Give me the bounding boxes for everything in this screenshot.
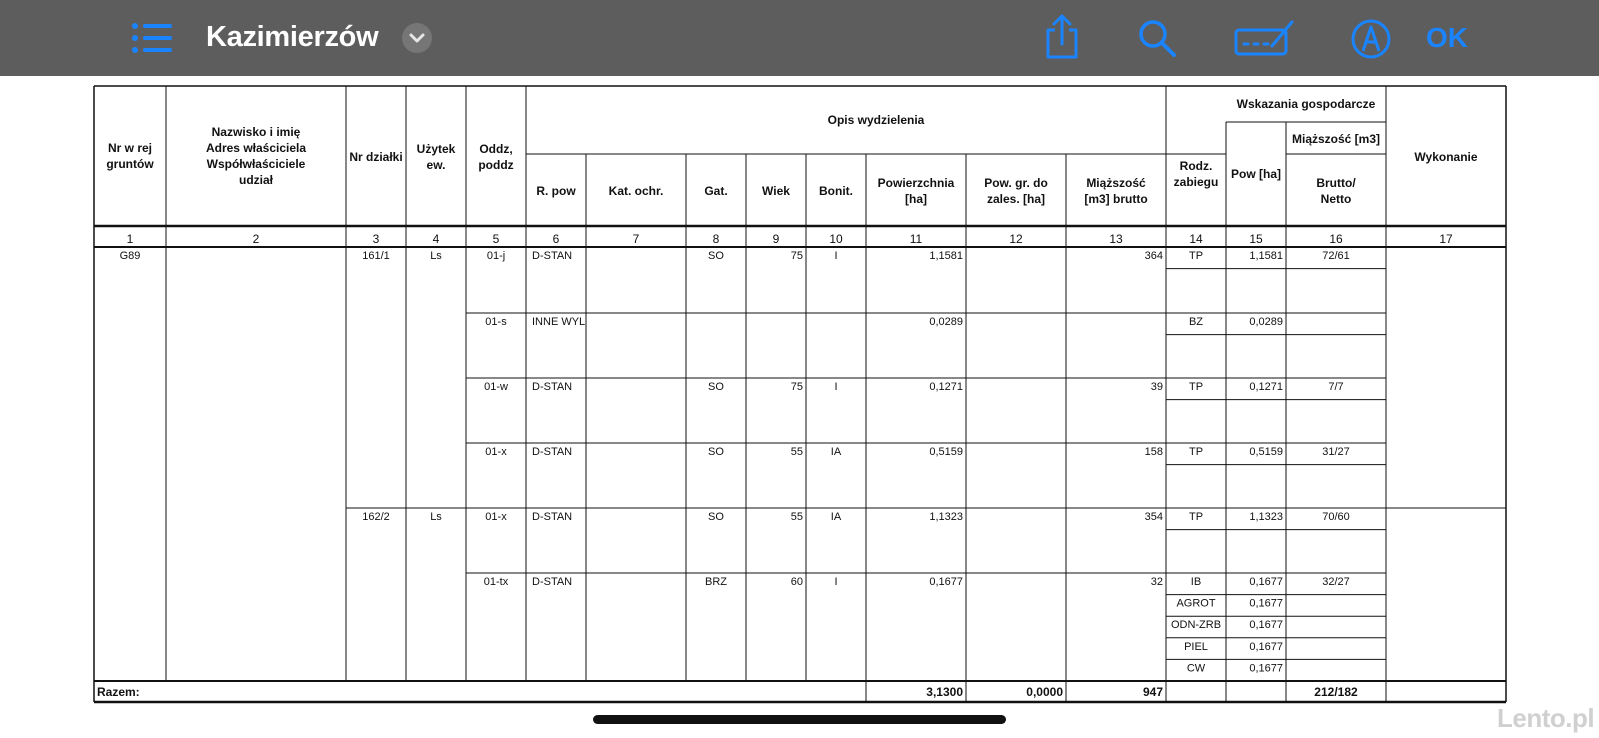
column-number: 12 [1009,232,1023,246]
cell-pow-zabiegu: 0,1677 [1249,662,1283,675]
cell-wiek: 75 [790,250,803,262]
total-brutto-netto: 212/182 [1314,685,1358,699]
header-uzytek: Użytek [416,142,456,156]
cell-r-pow: D-STAN [532,446,573,458]
cell-oddz: 01-tx [483,576,509,588]
column-number: 7 [632,232,640,246]
header-brutto-netto: Brutto/ [1316,176,1356,190]
total-powierzchnia: 3,1300 [926,685,963,699]
cell-powierzchnia: 0,1271 [929,381,963,393]
ok-button[interactable]: OK [1426,22,1468,53]
column-number: 14 [1189,232,1203,246]
header-nr-rej: gruntów [106,157,154,171]
cell-wiek: 55 [790,511,803,523]
document-page [0,76,1599,738]
header-bonit: Bonit. [819,184,853,198]
column-number: 5 [492,232,500,246]
cell-bonit: IA [830,446,842,458]
cell-miazszosc: 39 [1150,381,1163,393]
cell-bonit: I [834,381,838,393]
header-pow-gr: Pow. gr. do [984,176,1048,190]
totals-label: Razem: [97,685,140,699]
cell-gat: SO [708,511,724,523]
cell-oddz: 01-x [485,511,507,523]
cell-miazszosc: 158 [1144,446,1163,458]
cell-rodz-zabiegu: TP [1188,511,1204,523]
header-brutto-netto: Netto [1320,192,1352,206]
column-number: 1 [126,232,134,246]
column-number: 15 [1249,232,1263,246]
title-menu-button[interactable] [402,23,432,53]
cell-rodz-zabiegu: IB [1190,576,1202,588]
column-number: 10 [829,232,843,246]
column-number: 13 [1109,232,1123,246]
header-wiek: Wiek [762,184,790,198]
cell-brutto-netto: 7/7 [1328,381,1344,393]
share-icon[interactable] [1044,14,1080,60]
cell-miazszosc: 354 [1144,511,1163,523]
cell-rodz-zabiegu: AGROT [1176,597,1216,610]
cell-gat: SO [708,446,724,458]
column-number: 6 [552,232,560,246]
header-nr-rej: Nr w rej [107,141,153,155]
cell-pow-zabiegu: 0,0289 [1249,316,1283,328]
header-oddz: Oddz, [479,142,513,156]
search-icon[interactable] [1137,18,1179,60]
chevron-down-icon [402,23,432,53]
header-r-pow: R. pow [536,184,576,198]
signature-icon[interactable] [1234,18,1296,58]
header-uzytek: ew. [426,158,446,172]
cell-pow-zabiegu: 0,1271 [1249,381,1283,393]
document-title: Kazimierzów [206,21,379,53]
cell-wiek: 75 [790,381,803,393]
forest-plan-table [0,76,1599,738]
header-nazwisko: Nazwisko i imię [211,125,301,139]
header-miazszosc-m3: Miąższość [m3] [1291,132,1381,146]
cell-r-pow: INNE WYL [532,316,586,328]
cell-rodz-zabiegu: TP [1188,381,1204,393]
cell-uzytek: Ls [430,511,442,523]
column-number: 16 [1329,232,1343,246]
cell-nr-dzialki: 161/1 [362,250,390,262]
header-gat: Gat. [704,184,728,198]
header-kat-ochr: Kat. ochr. [608,184,664,198]
header-rodz-zabiegu: Rodz. [1179,159,1213,173]
watermark-logo: Lento.pl [1497,703,1595,733]
column-number: 11 [909,232,923,246]
header-nazwisko: udział [238,173,274,187]
cell-nr-rej: G89 [119,250,141,262]
header-miazszosc-brutto: [m3] brutto [1084,192,1148,206]
cell-pow-zabiegu: 0,1677 [1249,640,1283,653]
cell-gat: SO [708,250,724,262]
cell-oddz: 01-w [484,381,508,393]
header-nazwisko: Adres właściciela [205,141,307,155]
header-miazszosc-brutto: Miąższość [1086,176,1146,190]
cell-rodz-zabiegu: TP [1188,250,1204,262]
list-icon[interactable] [131,22,173,54]
cell-rodz-zabiegu: TP [1188,446,1204,458]
header-opis-wydzielenia: Opis wydzielenia [827,113,925,127]
cell-rodz-zabiegu: CW [1186,662,1206,675]
cell-bonit: I [834,576,838,588]
column-number: 3 [372,232,380,246]
header-oddz: poddz [478,158,514,172]
cell-wiek: 55 [790,446,803,458]
header-wykonanie: Wykonanie [1414,150,1478,164]
cell-r-pow: D-STAN [532,250,573,262]
cell-bonit: I [834,250,838,262]
column-number: 2 [252,232,260,246]
header-rodz-zabiegu: zabiegu [1173,175,1219,189]
cell-pow-zabiegu: 1,1323 [1249,511,1283,523]
cell-rodz-zabiegu: BZ [1188,316,1204,328]
column-number: 8 [712,232,720,246]
cell-brutto-netto: 31/27 [1322,446,1350,458]
cell-r-pow: D-STAN [532,381,573,393]
cell-brutto-netto: 32/27 [1322,576,1350,588]
cell-pow-zabiegu: 1,1581 [1249,250,1283,262]
header-pow-ha: Pow [ha] [1231,167,1281,181]
cell-wiek: 60 [790,576,803,588]
total-pow-gr: 0,0000 [1026,685,1063,699]
home-indicator[interactable] [593,715,1006,724]
cell-oddz: 01-s [485,316,507,328]
column-number: 17 [1439,232,1453,246]
cell-uzytek: Ls [430,250,442,262]
column-number: 4 [432,232,440,246]
cell-pow-zabiegu: 0,5159 [1249,446,1283,458]
cell-pow-zabiegu: 0,1677 [1249,597,1283,610]
cell-oddz: 01-j [486,250,506,262]
cell-pow-zabiegu: 0,1677 [1249,619,1283,632]
cell-gat: BRZ [705,576,727,588]
cell-powierzchnia: 0,0289 [929,316,963,328]
header-nr-dzialki: Nr działki [349,150,403,164]
cell-r-pow: D-STAN [532,511,573,523]
cell-brutto-netto: 70/60 [1322,511,1350,523]
cell-powierzchnia: 0,1677 [929,576,963,588]
cell-gat: SO [708,381,724,393]
cell-powierzchnia: 1,1581 [929,250,963,262]
header-pow-gr: zales. [ha] [986,192,1046,206]
cell-powierzchnia: 1,1323 [929,511,963,523]
cell-bonit: IA [830,511,842,523]
total-miazszosc: 947 [1142,685,1163,699]
header-nazwisko: Współwłaściciele [206,157,306,171]
app-toolbar [0,0,1599,76]
header-powierzchnia: [ha] [905,192,927,206]
cell-powierzchnia: 0,5159 [929,446,963,458]
column-number: 9 [772,232,780,246]
header-powierzchnia: Powierzchnia [877,176,955,190]
cell-oddz: 01-x [485,446,507,458]
header-wskazania: Wskazania gospodarcze [1236,97,1376,111]
cell-r-pow: D-STAN [532,576,573,588]
cell-rodz-zabiegu: ODN-ZRB [1170,619,1222,632]
cell-brutto-netto: 72/61 [1322,250,1350,262]
cell-miazszosc: 32 [1150,576,1163,588]
cell-nr-dzialki: 162/2 [362,511,390,523]
cell-miazszosc: 364 [1144,250,1163,262]
cell-rodz-zabiegu: PIEL [1184,640,1208,653]
cell-pow-zabiegu: 0,1677 [1249,576,1283,588]
markup-pen-icon[interactable] [1350,18,1392,60]
